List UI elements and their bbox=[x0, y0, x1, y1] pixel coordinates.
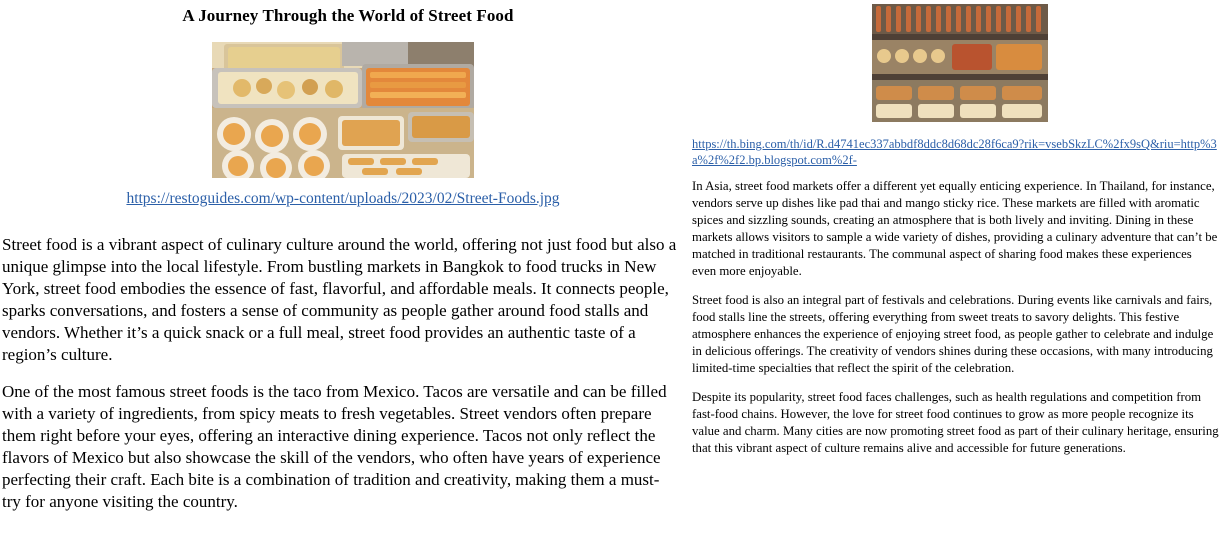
street-food-spread-illustration bbox=[212, 42, 474, 178]
right-figure bbox=[692, 4, 1223, 127]
right-image-source-link[interactable]: https://th.bing.com/th/id/R.d4741ec337abbdf8ddc8d68dc28f6ca9?rik=vsebSkzLC%2fx9sQ&riu=http%3a%2f%2f2.bp.blogspot.com%2f- bbox=[692, 137, 1217, 167]
right-body-text bbox=[692, 178, 1223, 457]
right-paragraph-3: Despite its popularity, street food faces challenges, such as health regulations and competition from fast-food chains. However, the love for street food continues to grow as more people recognize its value and charm. Many cities are now promoting street food as part of their culinary heritage, ensuring that this vibrant aspect of culture remains alive and accessible for future generations. bbox=[692, 390, 1219, 456]
street-food-spread-photo bbox=[212, 42, 474, 178]
right-column bbox=[692, 0, 1223, 533]
page-title: A Journey Through the World of Street Food bbox=[182, 6, 514, 25]
left-paragraph-2: One of the most famous street foods is the taco from Mexico. Tacos are versatile and can be filled with a variety of ingredients, from spicy meats to fresh vegetables. Street vendors often prepare them right before your eyes, offering an interactive dining experience. Tacos not only reflect the flavors of Mexico but also showcase the skill of the vendors, who often have years of experience perfecting their craft. Each bite is a combination of tradition and creativity, making them a must-try for anyone visiting the country. bbox=[2, 381, 667, 512]
right-paragraph-2: Street food is also an integral part of festivals and celebrations. During events like carnivals and fairs, food stalls line the streets, offering everything from sweet treats to savory delights. This festive atmosphere enhances the experience of enjoying street food, as people gather to celebrate and indulge in delicious offerings. The creativity of vendors shines during these occasions, with many introducing limited-time specialties that reflect the spirit of the celebration. bbox=[692, 293, 1214, 376]
skewers-stall-illustration bbox=[872, 4, 1048, 122]
left-paragraph-1: Street food is a vibrant aspect of culinary culture around the world, offering not just food but also a unique glimpse into the local lifestyle. From bustling markets in Bangkok to food trucks in New York, street food embodies the essence of fast, flavorful, and affordable meals. It connects people, sparks conversations, and fosters a sense of community as people gather around food stalls and vendors. Whether it’s a quick snack or a full meal, street food provides an authentic taste of a region’s culture. bbox=[2, 235, 677, 365]
right-paragraph-1: In Asia, street food markets offer a different yet equally enticing experience. In Thailand, for instance, vendors serve up dishes like pad thai and mango sticky rice. These markets are filled with aromatic spices and sizzling sounds, creating an atmosphere that is both lively and inviting. Dining in these markets allows visitors to sample a wide variety of dishes, providing a culinary adventure that can’t be matched in traditional restaurants. The communal aspect of sharing food makes these experiences even more enjoyable. bbox=[692, 179, 1218, 279]
street-food-skewers-stall-photo bbox=[872, 4, 1048, 122]
left-body-text bbox=[0, 234, 686, 513]
left-figure bbox=[0, 42, 686, 183]
left-image-source-link[interactable]: https://restoguides.com/wp-content/uploads/2023/02/Street-Foods.jpg bbox=[126, 190, 560, 207]
